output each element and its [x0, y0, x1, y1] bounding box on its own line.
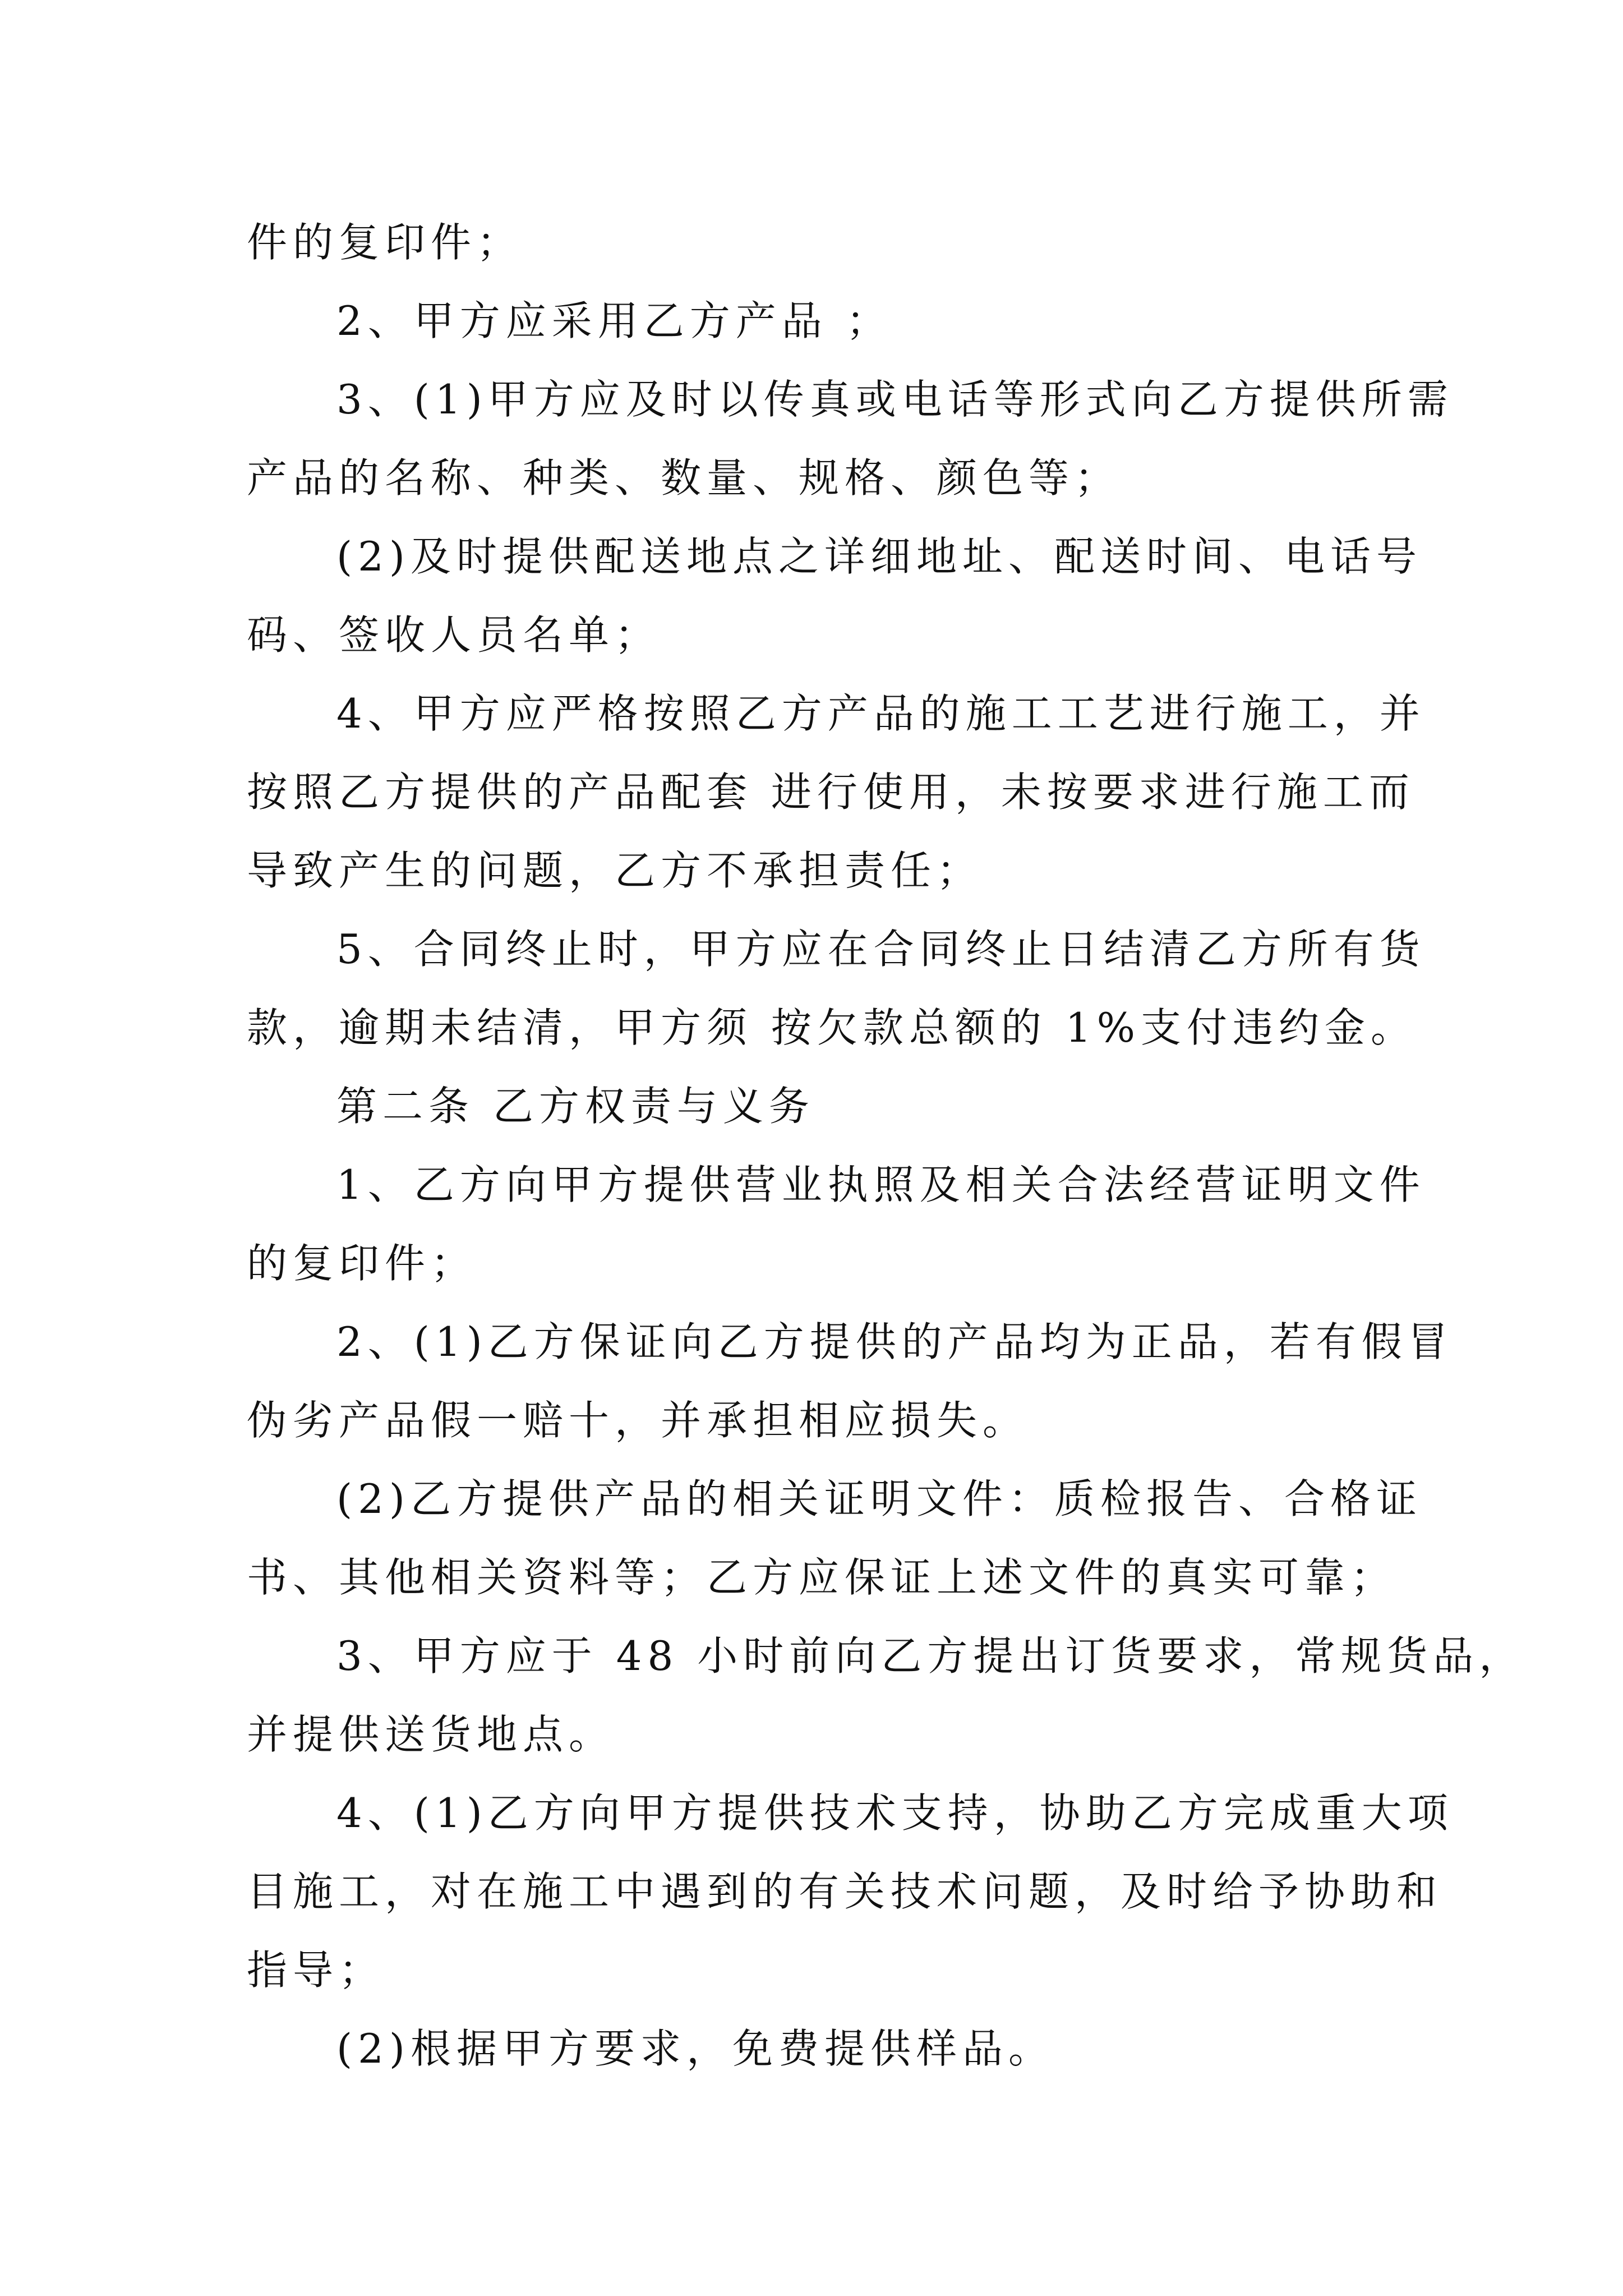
text-line: 3、甲方应于 48 小时前向乙方提出订货要求，常规货品，: [336, 1632, 1525, 1680]
text-line: 按照乙方提供的产品配套 进行使用，未按要求进行施工而: [247, 769, 1415, 816]
text-line: 4、甲方应严格按照乙方产品的施工工艺进行施工，并: [336, 690, 1426, 737]
text-line: 4、(1)乙方向甲方提供技术支持，协助乙方完成重大项: [336, 1789, 1454, 1837]
text-line: 1、乙方向甲方提供营业执照及相关合法经营证明文件: [336, 1161, 1426, 1208]
text-line: 2、甲方应采用乙方产品 ；: [336, 297, 892, 344]
text-line: 指导；: [247, 1947, 385, 1994]
text-line: 3、(1)甲方应及时以传真或电话等形式向乙方提供所需: [336, 376, 1454, 423]
text-line: 书、其他相关资料等；乙方应保证上述文件的真实可靠；: [247, 1554, 1397, 1601]
text-line: 件的复印件；: [247, 219, 523, 266]
text-line: (2)乙方提供产品的相关证明文件：质检报告、合格证: [336, 1475, 1422, 1522]
text-line: 导致产生的问题，乙方不承担责任；: [247, 847, 983, 894]
text-line: 码、签收人员名单；: [247, 611, 661, 659]
text-line: (2)根据甲方要求，免费提供样品。: [336, 2025, 1054, 2072]
text-line: 产品的名称、种类、数量、规格、颜色等；: [247, 454, 1121, 501]
text-line: 款，逾期未结清，甲方须 按欠款总额的 1%支付违约金。: [247, 1004, 1417, 1051]
text-line: 2、(1)乙方保证向乙方提供的产品均为正品，若有假冒: [336, 1318, 1454, 1365]
text-line: 目施工，对在施工中遇到的有关技术问题，及时给予协助和: [247, 1868, 1443, 1915]
section-heading: 第二条 乙方权责与义务: [336, 1083, 815, 1130]
text-line: 的复印件；: [247, 1240, 477, 1287]
text-line: 伪劣产品假一赔十，并承担相应损失。: [247, 1397, 1029, 1444]
text-line: 5、合同终止时，甲方应在合同终止日结清乙方所有货: [336, 926, 1426, 973]
text-line: (2)及时提供配送地点之详细地址、配送时间、电话号: [336, 533, 1422, 580]
text-line: 并提供送货地点。: [247, 1711, 615, 1758]
